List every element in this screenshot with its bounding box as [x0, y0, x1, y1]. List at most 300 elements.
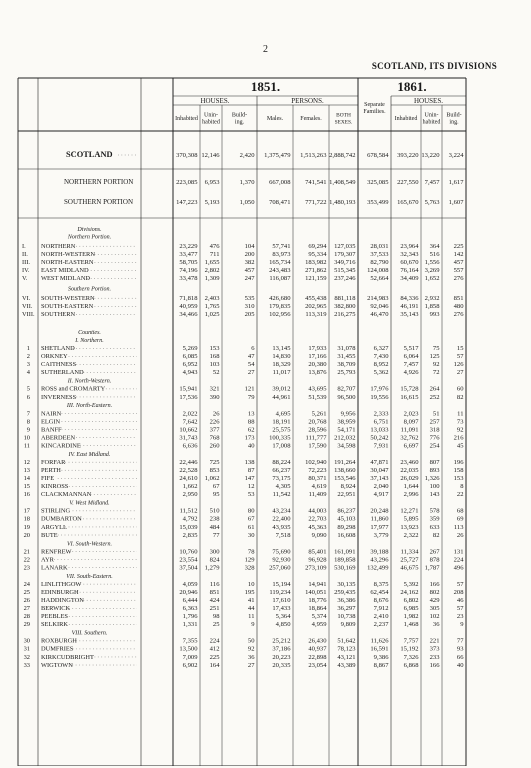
number-cell: 39,188 — [370, 548, 389, 556]
number-cell: 1,513,263 — [300, 152, 327, 159]
number-cell: 2,023 — [403, 410, 419, 418]
number-cell: 7,912 — [373, 605, 389, 613]
number-cell: 27 — [456, 369, 464, 377]
number-cell: 6,327 — [373, 345, 389, 353]
number-cell: 22 — [456, 491, 464, 499]
number-cell: 166 — [429, 661, 440, 669]
number-cell: 84,336 — [400, 295, 419, 302]
number-cell: 1,370 — [239, 179, 255, 186]
number-cell: 853 — [209, 467, 220, 475]
number-cell: 37,186 — [272, 645, 291, 653]
number-cell: 12 — [247, 483, 255, 491]
number-cell: 264 — [429, 385, 440, 393]
number-cell: 95 — [212, 491, 220, 499]
number-cell: 1,309 — [204, 275, 220, 283]
number-cell: 127,035 — [334, 243, 356, 250]
number-cell: 725 — [209, 458, 220, 466]
row-number: 15 — [23, 483, 30, 491]
row-number: 2 — [26, 353, 30, 361]
number-cell: 5,269 — [182, 345, 198, 353]
number-cell: 5,517 — [403, 345, 419, 353]
number-cell: 78 — [247, 548, 255, 556]
number-cell: 113,319 — [305, 311, 327, 319]
row-number: IV. — [22, 267, 30, 275]
row-number: 16 — [23, 491, 30, 499]
number-cell: 267 — [429, 548, 440, 556]
number-cell: 113 — [453, 523, 464, 531]
number-cell: 41 — [247, 597, 255, 605]
number-cell: 10,738 — [337, 613, 356, 621]
number-cell: 147 — [244, 475, 255, 483]
number-cell: 1,796 — [182, 613, 198, 621]
number-cell: 7,757 — [403, 637, 419, 645]
number-cell: 476 — [209, 243, 220, 250]
number-cell: 43,296 — [370, 556, 389, 564]
number-cell: 27 — [247, 369, 255, 377]
number-cell: 23,554 — [179, 556, 198, 564]
number-cell: 1,375,479 — [264, 152, 291, 159]
number-cell: 2,333 — [373, 410, 389, 418]
number-cell: 6,064 — [403, 353, 419, 361]
number-cell: 6,802 — [403, 597, 419, 605]
row-label: WIGTOWN — [41, 661, 73, 669]
number-cell: 116,087 — [269, 275, 291, 283]
number-cell: 102 — [429, 613, 440, 621]
number-cell: 22,400 — [272, 515, 291, 523]
number-cell: 189,858 — [334, 556, 356, 564]
row-number: 29 — [23, 621, 30, 629]
number-cell: 80 — [247, 507, 255, 515]
number-cell: 10 — [247, 580, 255, 588]
number-cell: 370,308 — [176, 152, 198, 159]
row-label: NORTH-EASTERN — [41, 259, 94, 267]
number-cell: 34,466 — [179, 311, 198, 319]
number-cell: 104 — [244, 243, 255, 250]
number-cell: 43,695 — [308, 385, 327, 393]
number-cell: 66 — [456, 653, 464, 661]
number-cell: 23,964 — [400, 243, 419, 250]
number-cell: 318 — [429, 426, 440, 434]
row-number: 21 — [23, 548, 30, 556]
row-label: ORKNEY — [41, 353, 68, 361]
number-cell: 36,386 — [337, 597, 356, 605]
row-label: KIRKCUDBRIGHT — [41, 653, 94, 661]
column-header: habited — [202, 119, 220, 126]
row-number: 4 — [26, 369, 30, 377]
number-cell: 3,224 — [448, 152, 464, 159]
number-cell: 16,608 — [337, 531, 356, 539]
number-cell: 82 — [432, 531, 440, 539]
number-cell: 349,716 — [334, 259, 356, 267]
number-cell: 1,408,549 — [329, 179, 356, 186]
column-header: Inhabited — [394, 116, 418, 122]
number-cell: 227,550 — [397, 179, 419, 186]
number-cell: 76,164 — [400, 267, 419, 275]
number-cell: 43,234 — [272, 507, 291, 515]
number-cell: 37,533 — [370, 251, 389, 259]
number-cell: 74,196 — [179, 267, 198, 275]
number-cell: 40 — [247, 442, 255, 450]
group-heading: IV. East Midland. — [68, 451, 111, 458]
row-label: PEEBLES — [41, 613, 68, 621]
number-cell: 10,662 — [179, 426, 198, 434]
number-cell: 16,615 — [400, 393, 419, 401]
census-table — [0, 76, 531, 766]
row-label: SCOTLAND — [66, 150, 113, 159]
number-cell: 23 — [456, 613, 464, 621]
number-cell: 77 — [212, 531, 220, 539]
number-cell: 257 — [429, 418, 440, 426]
row-label: ABERDEEN — [41, 434, 76, 442]
number-cell: 5,374 — [311, 613, 327, 621]
number-cell: 46 — [456, 597, 464, 605]
row-label: BERWICK — [41, 605, 71, 613]
number-cell: 165,670 — [397, 199, 419, 206]
row-number: 22 — [23, 556, 30, 564]
number-cell: 82,707 — [337, 385, 356, 393]
number-cell: 43,935 — [272, 523, 291, 531]
number-cell: 4,305 — [275, 483, 291, 491]
number-cell: 44,961 — [272, 393, 291, 401]
row-number: 30 — [23, 637, 30, 645]
row-label: FIFE — [41, 475, 55, 483]
number-cell: 75 — [432, 345, 440, 353]
number-cell: 89,298 — [337, 523, 356, 531]
row-label: HADDINGTON — [41, 597, 84, 605]
number-cell: 13,500 — [179, 645, 198, 653]
row-number: VII. — [22, 303, 33, 311]
number-cell: 17,433 — [272, 605, 291, 613]
number-cell: 72 — [432, 369, 440, 377]
column-header: ing. — [234, 119, 245, 126]
number-cell: 224 — [453, 556, 464, 564]
row-number: 32 — [23, 653, 30, 661]
number-cell: 36 — [247, 653, 255, 661]
row-label: BUTE — [41, 531, 58, 539]
number-cell: 69 — [456, 515, 464, 523]
number-cell: 6,697 — [403, 442, 419, 450]
number-cell: 191,264 — [334, 458, 356, 466]
number-cell: 92 — [247, 645, 255, 653]
number-cell: 140,051 — [305, 588, 327, 596]
number-cell: 6,952 — [182, 361, 198, 369]
number-cell: 28,031 — [370, 243, 389, 250]
number-cell: 22,035 — [400, 467, 419, 475]
number-cell: 1,858 — [424, 303, 440, 311]
page-number: 2 — [263, 44, 268, 55]
number-cell: 7,518 — [275, 531, 291, 539]
row-label: LANARK — [41, 564, 68, 572]
number-cell: 2,888,742 — [329, 152, 356, 159]
number-cell: 1,062 — [204, 475, 220, 483]
column-header: Separate — [364, 102, 385, 108]
number-cell: 31,455 — [337, 353, 356, 361]
number-cell: 20,223 — [272, 653, 291, 661]
number-cell: 17,536 — [179, 393, 198, 401]
number-cell: 51,539 — [308, 393, 327, 401]
number-cell: 377 — [209, 426, 220, 434]
number-cell: 15,192 — [400, 645, 419, 653]
number-cell: 6,085 — [182, 353, 198, 361]
number-cell: 54 — [247, 361, 255, 369]
number-cell: 1,480,193 — [329, 199, 356, 206]
number-cell: 8,676 — [373, 597, 389, 605]
number-cell: 17,610 — [272, 597, 291, 605]
number-cell: 88 — [247, 418, 255, 426]
year-1851-heading: 1851. — [250, 79, 281, 94]
number-cell: 1,607 — [448, 199, 464, 206]
number-cell: 96,500 — [337, 393, 356, 401]
number-cell: 195 — [244, 588, 255, 596]
number-cell: 83,973 — [272, 251, 291, 259]
number-cell: 57 — [456, 353, 464, 361]
number-cell: 4,917 — [373, 491, 389, 499]
number-cell: 57,741 — [272, 243, 291, 250]
number-cell: 708,471 — [269, 199, 291, 206]
number-cell: 20,946 — [179, 588, 198, 596]
number-cell: 58,705 — [179, 259, 198, 267]
number-cell: 34,409 — [400, 275, 419, 283]
number-cell: 31,078 — [337, 345, 356, 353]
number-cell: 6,902 — [182, 661, 198, 669]
number-cell: 119,234 — [269, 588, 291, 596]
number-cell: 4,619 — [311, 483, 327, 491]
number-cell: 30 — [247, 531, 255, 539]
number-cell: 8 — [460, 483, 464, 491]
row-number: 8 — [26, 418, 30, 426]
number-cell: 393,220 — [397, 152, 419, 159]
number-cell: 124,008 — [367, 267, 389, 275]
number-cell: 259,435 — [334, 588, 356, 596]
number-cell: 33,478 — [179, 275, 198, 283]
number-cell: 851 — [209, 588, 220, 596]
number-cell: 321 — [209, 385, 220, 393]
number-cell: 238 — [209, 515, 220, 523]
column-header: ing. — [449, 119, 459, 126]
number-cell: 7,009 — [182, 653, 198, 661]
number-cell: 26 — [212, 410, 220, 418]
number-cell: 32,343 — [400, 251, 419, 259]
number-cell: 92 — [456, 426, 464, 434]
row-label: NAIRN — [41, 410, 62, 418]
number-cell: 214,983 — [367, 295, 389, 302]
number-cell: 6,985 — [403, 605, 419, 613]
number-cell: 61 — [247, 523, 255, 531]
row-label: SUTHERLAND — [41, 369, 84, 377]
number-cell: 60 — [456, 385, 464, 393]
number-cell: 173 — [244, 434, 255, 442]
number-cell: 85,401 — [308, 548, 327, 556]
row-label: SELKIRK — [41, 621, 68, 629]
group-heading: II. North-Western. — [67, 378, 112, 385]
number-cell: 424 — [209, 597, 220, 605]
number-cell: 993 — [429, 311, 440, 319]
number-cell: 216,275 — [334, 311, 356, 319]
row-label: WEST MIDLAND — [41, 275, 91, 283]
number-cell: 257,060 — [269, 564, 291, 572]
row-label: BANFF — [41, 426, 62, 434]
number-cell: 2,996 — [403, 491, 419, 499]
number-cell: 18,329 — [272, 361, 291, 369]
number-cell: 92 — [432, 361, 440, 369]
number-cell: 7,642 — [182, 418, 198, 426]
number-cell: 771,722 — [305, 199, 327, 206]
number-cell: 1,326 — [424, 475, 440, 483]
number-cell: 7,326 — [403, 653, 419, 661]
number-cell: 11,626 — [370, 637, 389, 645]
row-label: SOUTHERN PORTION — [64, 198, 133, 206]
number-cell: 36 — [432, 621, 440, 629]
number-cell: 31,743 — [179, 434, 198, 442]
row-label: SOUTH-WESTERN — [41, 295, 95, 302]
houses-1851-heading: HOUSES. — [200, 97, 230, 105]
number-cell: 17,977 — [370, 523, 389, 531]
number-cell: 17,590 — [308, 442, 327, 450]
number-cell: 15 — [456, 345, 464, 353]
row-label: LINLITHGOW — [41, 580, 82, 588]
number-cell: 25,575 — [272, 426, 291, 434]
number-cell: 12,271 — [400, 507, 419, 515]
number-cell: 16,591 — [370, 645, 389, 653]
number-cell: 143 — [429, 491, 440, 499]
row-number: VI. — [22, 295, 31, 302]
row-label: ARGYLL — [41, 523, 67, 531]
number-cell: 13,145 — [272, 345, 291, 353]
row-number: 14 — [23, 475, 30, 483]
number-cell: 9,956 — [340, 410, 356, 418]
number-cell: 9,090 — [311, 531, 327, 539]
number-cell: 2,802 — [204, 267, 220, 275]
number-cell: 741,541 — [305, 179, 327, 186]
row-number: 19 — [23, 523, 30, 531]
number-cell: 226 — [209, 418, 220, 426]
number-cell: 5,364 — [275, 613, 291, 621]
number-cell: 2,403 — [204, 295, 220, 302]
number-cell: 68 — [456, 507, 464, 515]
number-cell: 47 — [247, 353, 255, 361]
row-label: NORTH-WESTERN — [41, 251, 95, 259]
number-cell: 223,085 — [176, 179, 198, 186]
number-cell: 50 — [247, 637, 255, 645]
row-label: EAST MIDLAND — [41, 267, 89, 275]
section-heading: Divisions. — [77, 227, 102, 233]
number-cell: 2,410 — [373, 613, 389, 621]
row-number: 20 — [23, 531, 30, 539]
number-cell: 43,121 — [337, 653, 356, 661]
row-number: 33 — [23, 661, 30, 669]
number-cell: 92,046 — [370, 303, 389, 311]
number-cell: 15,194 — [272, 580, 291, 588]
number-cell: 158 — [453, 467, 464, 475]
number-cell: 25,727 — [400, 556, 419, 564]
number-cell: 678,584 — [367, 152, 389, 159]
column-header: Females. — [300, 116, 322, 122]
number-cell: 1,982 — [403, 613, 419, 621]
column-header: BOTH — [336, 112, 351, 119]
row-number: V. — [22, 275, 28, 283]
column-header: Build- — [446, 112, 462, 119]
number-cell: 183,982 — [305, 259, 327, 267]
number-cell: 1,765 — [204, 303, 220, 311]
number-cell: 6,751 — [373, 418, 389, 426]
number-cell: 1,787 — [424, 564, 440, 572]
number-cell: 11,091 — [400, 426, 419, 434]
number-cell: 18,864 — [308, 605, 327, 613]
row-label: ROSS and CROMARTY — [41, 385, 106, 393]
row-number: 25 — [23, 588, 30, 596]
number-cell: 138 — [244, 458, 255, 466]
number-cell: 18,776 — [308, 597, 327, 605]
number-cell: 9 — [460, 621, 464, 629]
number-cell: 3,269 — [424, 267, 440, 275]
number-cell: 243,483 — [269, 267, 291, 275]
number-cell: 37,504 — [179, 564, 198, 572]
number-cell: 86,237 — [337, 507, 356, 515]
number-cell: 530,169 — [334, 564, 356, 572]
row-number: 23 — [23, 564, 30, 572]
number-cell: 11,860 — [370, 515, 389, 523]
number-cell: 153 — [453, 475, 464, 483]
number-cell: 412 — [209, 645, 220, 653]
number-cell: 82 — [456, 393, 464, 401]
number-cell: 62,454 — [370, 588, 389, 596]
number-cell: 557 — [453, 267, 464, 275]
number-cell: 5,763 — [424, 199, 440, 206]
number-cell: 516 — [429, 251, 440, 259]
number-cell: 2,950 — [182, 491, 198, 499]
number-cell: 8,952 — [373, 361, 389, 369]
row-label: SOUTHERN — [41, 311, 76, 319]
row-number: 3 — [26, 361, 30, 369]
number-cell: 196 — [453, 458, 464, 466]
number-cell: 66,237 — [272, 467, 291, 475]
number-cell: 38,959 — [337, 418, 356, 426]
number-cell: 44,003 — [308, 507, 327, 515]
number-cell: 132,499 — [367, 564, 389, 572]
row-number: 6 — [26, 393, 30, 401]
number-cell: 22,446 — [179, 458, 198, 466]
number-cell: 7,457 — [403, 361, 419, 369]
number-cell: 4,926 — [403, 369, 419, 377]
number-cell: 328 — [244, 564, 255, 572]
number-cell: 776 — [429, 434, 440, 442]
number-cell: 7,355 — [182, 637, 198, 645]
number-cell: 12,146 — [201, 152, 220, 159]
row-number: VIII. — [22, 311, 35, 319]
number-cell: 325,085 — [367, 179, 389, 186]
number-cell: 11,017 — [272, 369, 291, 377]
row-label: SHETLAND — [41, 345, 75, 353]
number-cell: 40,959 — [179, 303, 198, 311]
number-cell: 2,420 — [239, 152, 255, 159]
number-cell: 4,943 — [182, 369, 198, 377]
number-cell: 254 — [429, 442, 440, 450]
number-cell: 51,642 — [337, 637, 356, 645]
number-cell: 7,931 — [373, 442, 389, 450]
number-cell: 13,876 — [308, 369, 327, 377]
number-cell: 893 — [429, 467, 440, 475]
number-cell: 53 — [247, 491, 255, 499]
number-cell: 390 — [209, 393, 220, 401]
number-cell: 13,923 — [400, 523, 419, 531]
number-cell: 13 — [247, 410, 255, 418]
section-heading: Counties. — [78, 330, 101, 336]
number-cell: 881,118 — [334, 295, 356, 302]
number-cell: 4,695 — [275, 410, 291, 418]
row-number: 24 — [23, 580, 30, 588]
number-cell: 382,800 — [334, 303, 356, 311]
number-cell: 45,363 — [308, 523, 327, 531]
